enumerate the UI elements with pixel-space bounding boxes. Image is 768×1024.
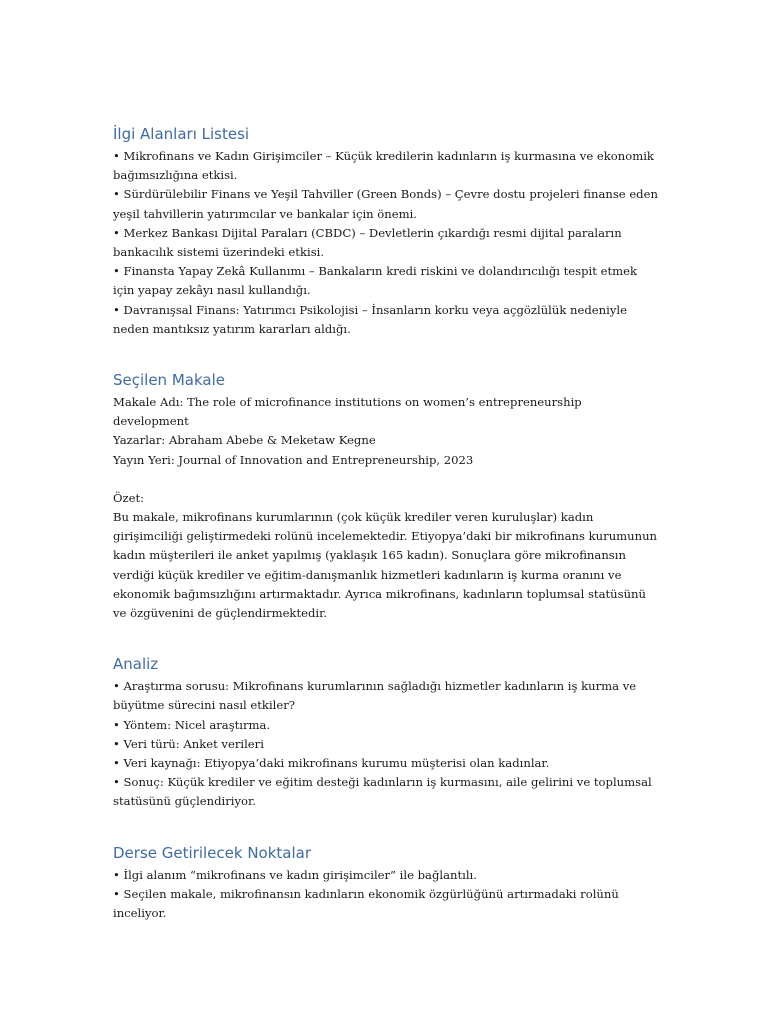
list-item: • Sonuç: Küçük krediler ve eğitim desteği kadınların iş kurmasını, aile gelirini ve toplumsal statüsünü güçlendiriyor.	[113, 775, 652, 809]
list-item: • Finansta Yapay Zekâ Kullanımı – Bankaların kredi riskini ve dolandırıcılığı tespit etmek için yapay zekâyı nasıl kullandığı.	[113, 264, 637, 298]
list-item: • Mikrofinans ve Kadın Girişimciler – Küçük kredilerin kadınların iş kurmasına ve ekonomik bağımsızlığına etkisi.	[113, 149, 654, 183]
section-title-analysis: Analiz	[113, 655, 159, 674]
list-item: • Yöntem: Nicel araştırma.	[113, 717, 271, 732]
analysis-list	[113, 677, 658, 811]
list-item: • Sürdürülebilir Finans ve Yeşil Tahviller (Green Bonds) – Çevre dostu projeleri finanse eden yeşil tahvillerin yatırımcılar ve bankalar için önemi.	[113, 187, 658, 221]
summary-text: Bu makale, mikrofinans kurumlarının (çok küçük krediler veren kuruluşlar) kadın girişimciliği geliştirmedeki rolünü incelemektedir. Etiyopya’daki bir mikrofinans kurumunun kadın müşterileri ile anket yapılmış (yaklaşık 165 kadın). Sonuçlara göre mikrofinansın verdiği küçük krediler ve eğitim-danışmanlık hizmetleri kadınların iş kurma oranını ve ekonomik bağımsızlığını artırmaktadır. Ayrıca mikrofinans, kadınların toplumsal statüsünü ve özgüvenini de güçlendirmektedir.	[113, 510, 658, 621]
summary-label: Özet:	[113, 490, 145, 505]
list-item: • İlgi alanım “mikrofinans ve kadın girişimciler” ile bağlantılı.	[113, 867, 477, 882]
section-title-interests: İlgi Alanları Listesi	[113, 125, 250, 143]
section-title-takeaways: Derse Getirilecek Noktalar	[113, 843, 312, 862]
article-authors: Yazarlar: Abraham Abebe & Meketaw Kegne	[113, 433, 376, 448]
article-info	[113, 393, 658, 623]
list-item: • Davranışsal Finans: Yatırımcı Psikolojisi – İnsanların korku veya açgözlülük nedeniyle neden mantıksız yatırım kararları aldığı.	[113, 302, 627, 336]
list-item: • Merkez Bankası Dijital Paraları (CBDC) – Devletlerin çıkardığı resmi dijital paraların bankacılık sistemi üzerindeki etkisi.	[113, 225, 622, 260]
list-item: • Veri türü: Anket verileri	[113, 736, 264, 751]
document-page	[113, 123, 658, 923]
interests-list	[113, 147, 658, 339]
takeaways-list	[113, 866, 658, 924]
list-item: • Veri kaynağı: Etiyopya’daki mikrofinans kurumu müşterisi olan kadınlar.	[113, 756, 550, 771]
section-title-article: Seçilen Makale	[113, 371, 225, 390]
article-venue: Yayın Yeri: Journal of Innovation and Entrepreneurship, 2023	[113, 452, 474, 467]
list-item: • Seçilen makale, mikrofinansın kadınların ekonomik özgürlüğünü artırmadaki rolünü inceliyor.	[113, 886, 619, 921]
list-item: • Araştırma sorusu: Mikrofinans kurumlarının sağladığı hizmetler kadınların iş kurma ve büyütme sürecini nasıl etkiler?	[113, 679, 637, 713]
article-name: Makale Adı: The role of microfinance institutions on women’s entrepreneurship development	[113, 395, 582, 429]
